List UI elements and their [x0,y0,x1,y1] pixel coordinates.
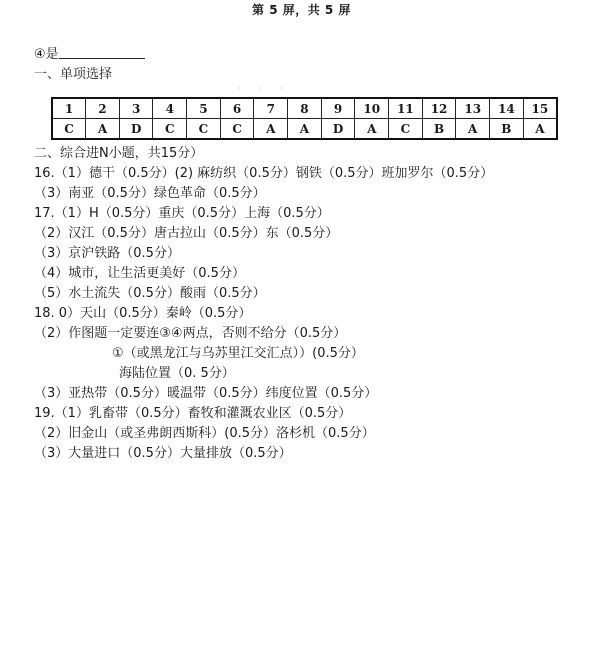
answer-line: 17.（1）H（0.5分）重庆（0.5分）上海（0.5分） [34,206,330,221]
question-number: 14 [490,98,524,119]
answer-cell: A [523,119,557,140]
question-number: 3 [119,98,153,119]
answer-cell: C [220,119,254,140]
answer-line: 海陆位置（0. 5分） [119,366,235,381]
answer-line: （3）大量进口（0.5分）大量排放（0.5分） [34,446,292,461]
answer-cell: C [187,119,221,140]
top-blank-line [34,46,145,64]
answer-line: （2）作图题一定要连③④两点，否则不给分（0.5分） [34,326,347,341]
answer-table [51,97,558,140]
question-number: 5 [187,98,221,119]
answer-cell: A [288,119,322,140]
answer-line: （5）水土流失（0.5分）酸雨（0.5分） [34,286,266,301]
question-number: 2 [86,98,120,119]
answer-line: （3）南亚（0.5分）绿色革命（0.5分） [34,186,266,201]
answer-cell: D [119,119,153,140]
answer-line: ①（或黑龙江与乌苏里江交汇点））(0.5分） [112,346,364,361]
answer-cell: C [389,119,423,140]
section1-title: 一、单项选择 [34,67,113,82]
answer-cell: A [86,119,120,140]
answer-blank [59,46,145,59]
answer-cell: A [355,119,389,140]
question-number: 9 [321,98,355,119]
answer-cell: C [52,119,86,140]
question-number: 15 [523,98,557,119]
answer-line: （4）城市，让生活更美好（0.5分） [34,266,245,281]
scan-speckles: · · · [238,84,291,93]
answer-line: （2）汉江（0.5分）唐古拉山（0.5分）东（0.5分） [34,226,339,241]
answer-cell: B [490,119,524,140]
answer-table-answer-row [52,119,557,140]
question-number: 6 [220,98,254,119]
answer-line: （2）旧金山（或圣弗朗西斯科）(0.5分）洛杉机（0.5分） [34,426,375,441]
answer-cell: A [254,119,288,140]
question-number: 11 [389,98,423,119]
answer-table-number-row [52,98,557,119]
question-number: 7 [254,98,288,119]
answer-cell: D [321,119,355,140]
answer-line: 19.（1）乳畜带（0.5分）畜牧和灌溉农业区（0.5分） [34,406,352,421]
page-header: 第 5 屏，共 5 屏 [252,3,351,17]
question-number: 4 [153,98,187,119]
question-number: 12 [422,98,456,119]
answer-line: （3）京沪铁路（0.5分） [34,246,180,261]
answer-cell: B [422,119,456,140]
question-number: 8 [288,98,322,119]
answer-cell: C [153,119,187,140]
question-number: 1 [52,98,86,119]
question-number: 10 [355,98,389,119]
answer-line: 18. 0）天山（0.5分）秦岭（0.5分） [34,306,252,321]
section2-title: 二、综合进N小题，共15分） [34,146,204,161]
answer-line: 16.（1）德干（0.5分）(2) 麻纺织（0.5分）钢铁（0.5分）班加罗尔（0.5分） [34,166,494,181]
answer-cell: A [456,119,490,140]
top-blank-label: ④是 [34,47,59,62]
question-number: 13 [456,98,490,119]
answer-line: （3）亚热带（0.5分）暖温带（0.5分）纬度位置（0.5分） [34,386,378,401]
